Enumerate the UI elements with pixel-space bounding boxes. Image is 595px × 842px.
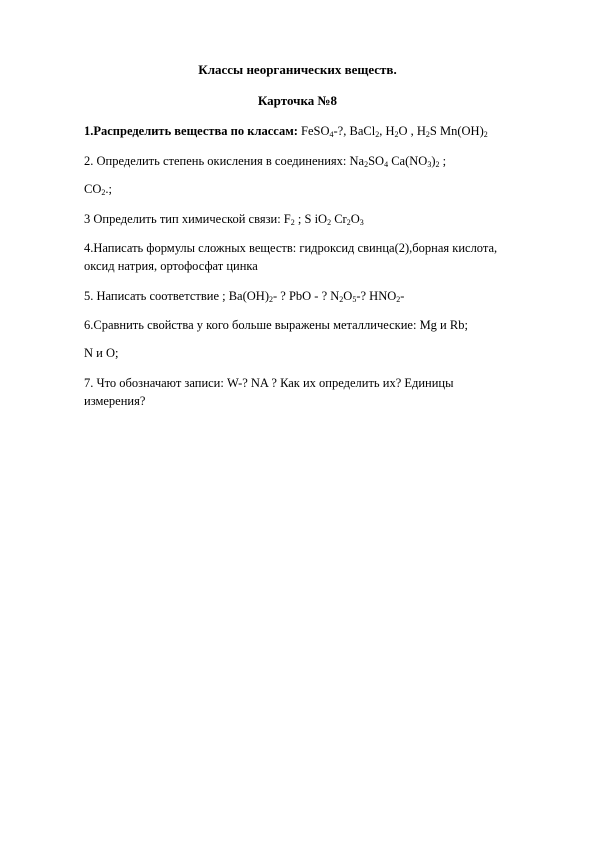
card-title: Карточка №8: [257, 93, 338, 108]
question-3: 3 Определить тип химической связи: $F_2$ ; S $iO_2$ $Cr_2O_3$: [84, 212, 364, 227]
formula-bacl2: BaCl$_2$, H: [349, 124, 395, 139]
question-1-text: 1.Распределить вещества по классам:: [84, 124, 298, 138]
formula-feso4: FeSO$_4$-?,: [301, 124, 347, 139]
document-title: Классы неорганических веществ.: [198, 62, 397, 77]
question-6-line-2: N и O;: [84, 346, 119, 360]
question-4-line-2: оксид натрия, ортофосфат цинка: [84, 259, 258, 273]
question-7-line-1: 7. Что обозначают записи: W-? NA ? Как их определить их? Единицы: [84, 376, 454, 390]
question-1: 1.Распределить вещества по классам: FeSO$_4$-?, BaCl$_2$, $H_2O$ , $H_2S$ $Mn(OH)_2$: [84, 124, 488, 139]
question-2-continued: $CO_2$.;: [84, 182, 112, 197]
question-6-line-1: 6.Сравнить свойства у кого больше выражены металлические: Mg и Rb;: [84, 318, 468, 332]
question-7-line-2: измерения?: [84, 394, 146, 408]
question-2: 2. Определить степень окисления в соединениях: $Na_2SO_4$ $Ca(NO_3)_2$ ;: [84, 154, 447, 169]
question-5: 5. Написать соответствие ; $Ba(OH)_2-$ ? PbO - ? $N_2O_5-$? $HNO_2-$: [84, 289, 405, 304]
question-4-line-1: 4.Написать формулы сложных веществ: гидроксид свинца(2),борная кислота,: [84, 241, 498, 255]
